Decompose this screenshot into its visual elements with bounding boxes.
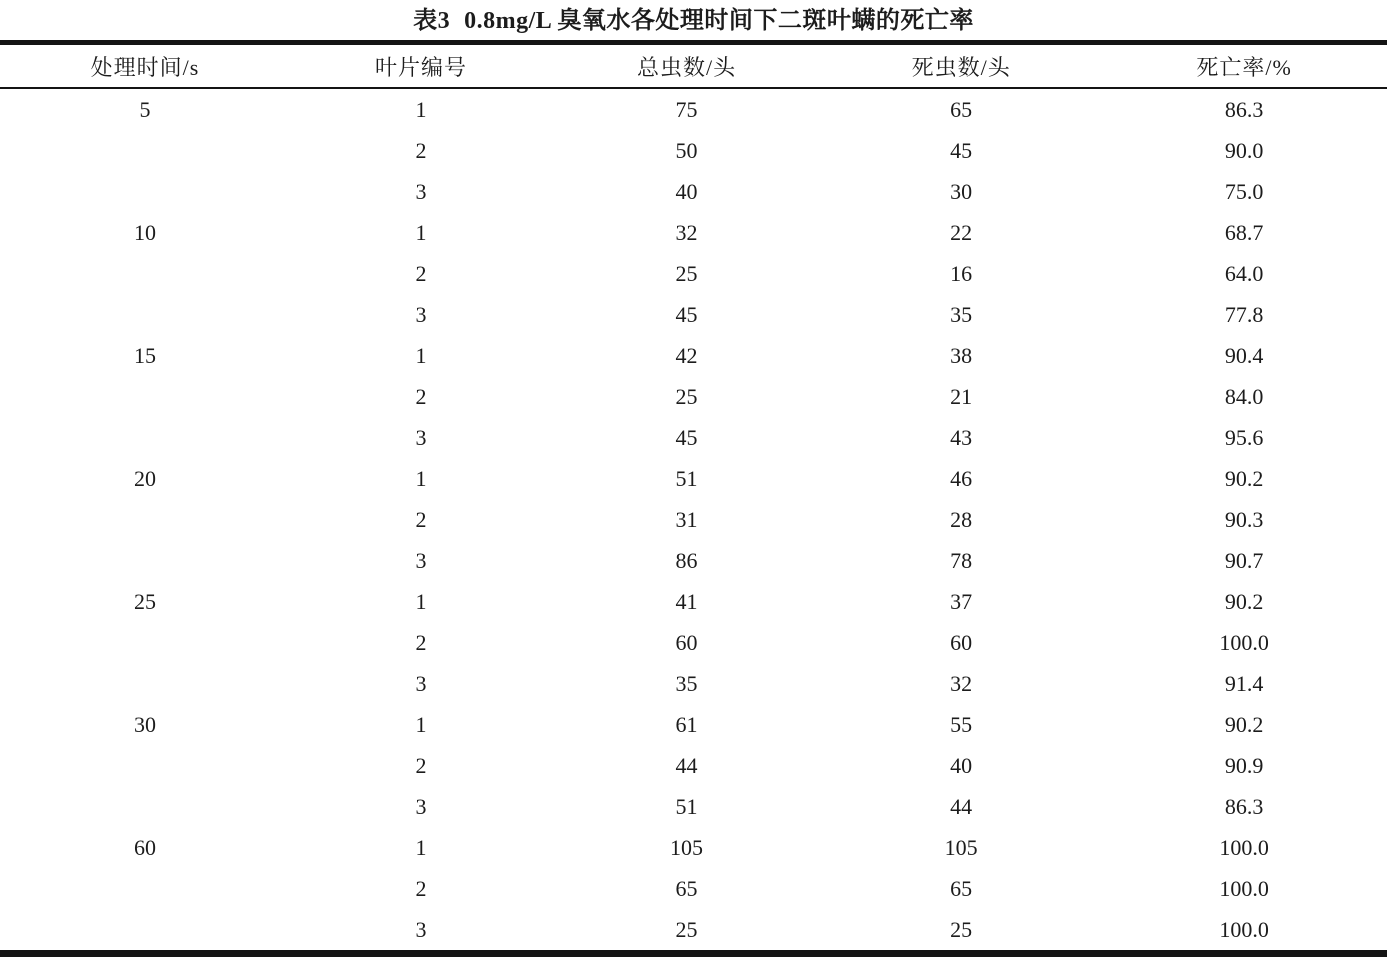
table-cell: 43 <box>950 424 973 450</box>
table-cell: 50 <box>675 137 698 163</box>
table-cell: 1 <box>415 711 427 737</box>
table-cell: 35 <box>950 301 973 327</box>
table-cell: 2 <box>415 875 427 901</box>
table-cell: 21 <box>950 383 973 409</box>
treatment-time-cell: 5 <box>139 96 151 122</box>
treatment-time-cell <box>0 622 290 663</box>
treatment-time-cell <box>0 417 290 458</box>
table-cell: 1 <box>415 465 427 491</box>
table-cell: 65 <box>950 875 973 901</box>
column-header: 死亡率/% <box>1196 54 1292 80</box>
table-title <box>0 0 1387 40</box>
table-cell: 40 <box>950 752 973 778</box>
table-cell: 41 <box>675 588 698 614</box>
table-cell: 100.0 <box>1219 834 1269 860</box>
table-cell: 105 <box>670 834 704 860</box>
column-header: 死虫数/头 <box>911 54 1011 80</box>
treatment-time-cell <box>0 909 290 954</box>
table-cell: 51 <box>675 793 698 819</box>
table-cell: 60 <box>950 629 973 655</box>
table-row <box>0 909 1387 954</box>
table-cell: 1 <box>415 834 427 860</box>
table-cell: 84.0 <box>1224 383 1264 409</box>
treatment-time-cell <box>0 376 290 417</box>
table-cell: 78 <box>950 547 973 573</box>
treatment-time-cell <box>0 130 290 171</box>
table-cell: 31 <box>675 506 698 532</box>
column-header: 总虫数/头 <box>636 54 737 80</box>
table-cell: 46 <box>950 465 973 491</box>
table-cell: 75.0 <box>1224 178 1264 204</box>
treatment-time-cell <box>0 786 290 827</box>
table-cell: 60 <box>675 629 698 655</box>
treatment-time-cell: 60 <box>133 834 156 860</box>
table-cell: 90.2 <box>1224 465 1264 491</box>
table-cell: 90.2 <box>1224 588 1264 614</box>
table-row <box>0 786 1387 827</box>
table-cell: 32 <box>950 670 973 696</box>
table-cell: 1 <box>415 588 427 614</box>
treatment-time-cell <box>0 745 290 786</box>
table-row <box>0 417 1387 458</box>
table-row <box>0 212 1387 253</box>
table-cell: 105 <box>944 834 978 860</box>
table-row <box>0 827 1387 868</box>
table-cell: 1 <box>415 219 427 245</box>
table-body <box>0 88 1387 954</box>
table-cell: 1 <box>415 342 427 368</box>
table-row <box>0 868 1387 909</box>
table-cell: 2 <box>415 506 427 532</box>
treatment-time-cell <box>0 171 290 212</box>
table-cell: 25 <box>675 383 698 409</box>
treatment-time-cell: 25 <box>133 588 156 614</box>
table-row <box>0 745 1387 786</box>
table-cell: 32 <box>675 219 698 245</box>
treatment-time-cell: 10 <box>133 219 156 245</box>
table-cell: 1 <box>415 96 427 122</box>
treatment-time-cell: 15 <box>133 342 156 368</box>
table-cell: 75 <box>675 96 698 122</box>
table-cell: 90.4 <box>1224 342 1264 368</box>
table-cell: 25 <box>675 916 698 942</box>
table-cell: 45 <box>950 137 973 163</box>
table-cell: 100.0 <box>1219 875 1269 901</box>
table-row <box>0 540 1387 581</box>
table-cell: 35 <box>675 670 698 696</box>
table-row <box>0 499 1387 540</box>
table-cell: 44 <box>675 752 698 778</box>
table-cell: 95.6 <box>1224 424 1264 450</box>
table-row <box>0 581 1387 622</box>
column-header: 处理时间/s <box>90 54 200 80</box>
table-cell: 45 <box>675 301 698 327</box>
table-cell: 3 <box>415 178 427 204</box>
table-cell: 90.9 <box>1224 752 1264 778</box>
table-cell: 3 <box>415 547 427 573</box>
table-cell: 2 <box>415 752 427 778</box>
treatment-time-cell <box>0 253 290 294</box>
table-row <box>0 88 1387 130</box>
table-row <box>0 294 1387 335</box>
table-cell: 65 <box>675 875 698 901</box>
table-cell: 51 <box>675 465 698 491</box>
table-cell: 86 <box>675 547 698 573</box>
table-header <box>0 43 1387 89</box>
table-cell: 100.0 <box>1219 916 1269 942</box>
treatment-time-cell <box>0 868 290 909</box>
table-cell: 2 <box>415 629 427 655</box>
table-cell: 45 <box>675 424 698 450</box>
table-row <box>0 458 1387 499</box>
table-cell: 64.0 <box>1224 260 1264 286</box>
table-cell: 2 <box>415 383 427 409</box>
table-row <box>0 663 1387 704</box>
table-cell: 22 <box>950 219 973 245</box>
table-cell: 3 <box>415 916 427 942</box>
treatment-time-cell <box>0 499 290 540</box>
treatment-time-cell: 20 <box>133 465 156 491</box>
table-cell: 100.0 <box>1219 629 1269 655</box>
table-cell: 77.8 <box>1224 301 1264 327</box>
column-header: 叶片编号 <box>374 54 467 80</box>
table-cell: 42 <box>675 342 698 368</box>
table-caption: 0.8mg/L 臭氧水各处理时间下二斑叶螨的死亡率 <box>464 8 974 34</box>
table-row <box>0 704 1387 745</box>
table-row <box>0 335 1387 376</box>
table-cell: 86.3 <box>1224 793 1264 819</box>
table-cell: 91.4 <box>1224 670 1264 696</box>
table-cell: 3 <box>415 670 427 696</box>
table-cell: 25 <box>950 916 973 942</box>
table-cell: 65 <box>950 96 973 122</box>
table-cell: 37 <box>950 588 973 614</box>
table-cell: 55 <box>950 711 973 737</box>
table-cell: 68.7 <box>1224 219 1264 245</box>
table-cell: 90.7 <box>1224 547 1264 573</box>
table-cell: 16 <box>950 260 973 286</box>
table-cell: 2 <box>415 137 427 163</box>
table-cell: 3 <box>415 424 427 450</box>
table-cell: 3 <box>415 301 427 327</box>
table-cell: 40 <box>675 178 698 204</box>
table-number: 表3 <box>413 8 451 34</box>
table-cell: 44 <box>950 793 973 819</box>
treatment-time-cell <box>0 294 290 335</box>
table-cell: 90.3 <box>1224 506 1264 532</box>
table-cell: 30 <box>950 178 973 204</box>
table-row <box>0 130 1387 171</box>
table-cell: 28 <box>950 506 973 532</box>
treatment-time-cell <box>0 540 290 581</box>
table-cell: 2 <box>415 260 427 286</box>
table-row <box>0 376 1387 417</box>
table-row <box>0 622 1387 663</box>
table-cell: 90.0 <box>1224 137 1264 163</box>
table-cell: 90.2 <box>1224 711 1264 737</box>
table-cell: 38 <box>950 342 973 368</box>
treatment-time-cell: 30 <box>133 711 156 737</box>
table-cell: 86.3 <box>1224 96 1264 122</box>
table-cell: 25 <box>675 260 698 286</box>
table-cell: 61 <box>675 711 698 737</box>
treatment-time-cell <box>0 663 290 704</box>
table-cell: 3 <box>415 793 427 819</box>
table-header-row <box>0 43 1387 89</box>
data-table <box>0 40 1387 957</box>
table-row <box>0 253 1387 294</box>
table-row <box>0 171 1387 212</box>
